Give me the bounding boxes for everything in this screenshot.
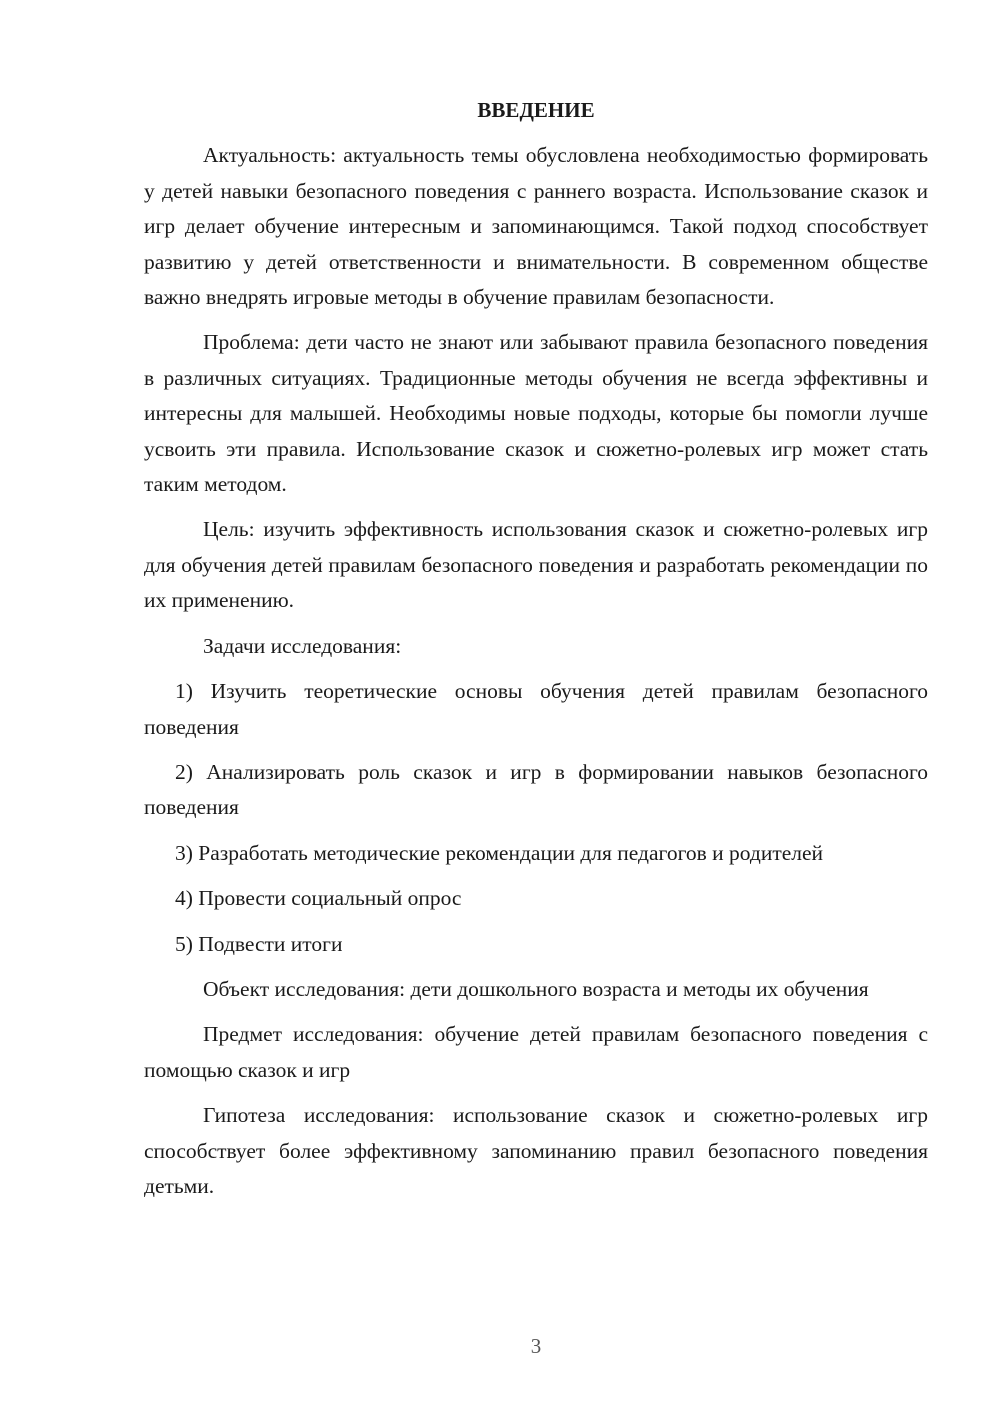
page-number: 3 (530, 1334, 542, 1358)
goal-paragraph: Цель: изучить эффективность использования сказок и сюжетно-ролевых игр для обучения детей правилам безопасного поведения и разработать рекомендации по их применению. (144, 517, 928, 613)
task-item-2: 2) Анализировать роль сказок и игр в формировании навыков безопасного поведения (144, 759, 928, 820)
task-item-3: 3) Разработать методические рекомендации для педагогов и родителей (175, 840, 824, 865)
task-item-4: 4) Провести социальный опрос (175, 886, 462, 911)
subject-paragraph: Предмет исследования: обучение детей правилам безопасного поведения с помощью сказок и игр (144, 1022, 928, 1082)
task-item-5: 5) Подвести итоги (175, 931, 343, 956)
relevance-paragraph: Актуальность: актуальность темы обусловлена необходимостью формировать у детей навыки безопасного поведения с раннего возраста. Использование сказок и игр делает обучение интересным и запоминающимся. Такой подход способствует развитию у детей ответственности и внимательности. В современном обществе важно внедрять игровые методы в обучение правилам безопасности. (144, 143, 928, 310)
hypothesis-paragraph: Гипотеза исследования: использование сказок и сюжетно-ролевых игр способствует более эффективному запоминанию правил безопасного поведения детьми. (144, 1103, 928, 1198)
tasks-heading: Задачи исследования: (203, 633, 402, 658)
section-title: ВВЕДЕНИЕ (477, 98, 595, 122)
task-item-1: 1) Изучить теоретические основы обучения детей правилам безопасного поведения (144, 679, 928, 739)
problem-paragraph: Проблема: дети часто не знают или забывают правила безопасного поведения в различных ситуациях. Традиционные методы обучения не всегда эффективны и интересны для малышей. Необходимы новые подходы, которые бы помогли лучше усвоить эти правила. Использование сказок и сюжетно-ролевых игр может стать таким методом. (144, 330, 928, 497)
object-paragraph: Объект исследования: дети дошкольного возраста и методы их обучения (203, 976, 869, 1001)
page-content (144, 93, 928, 1214)
